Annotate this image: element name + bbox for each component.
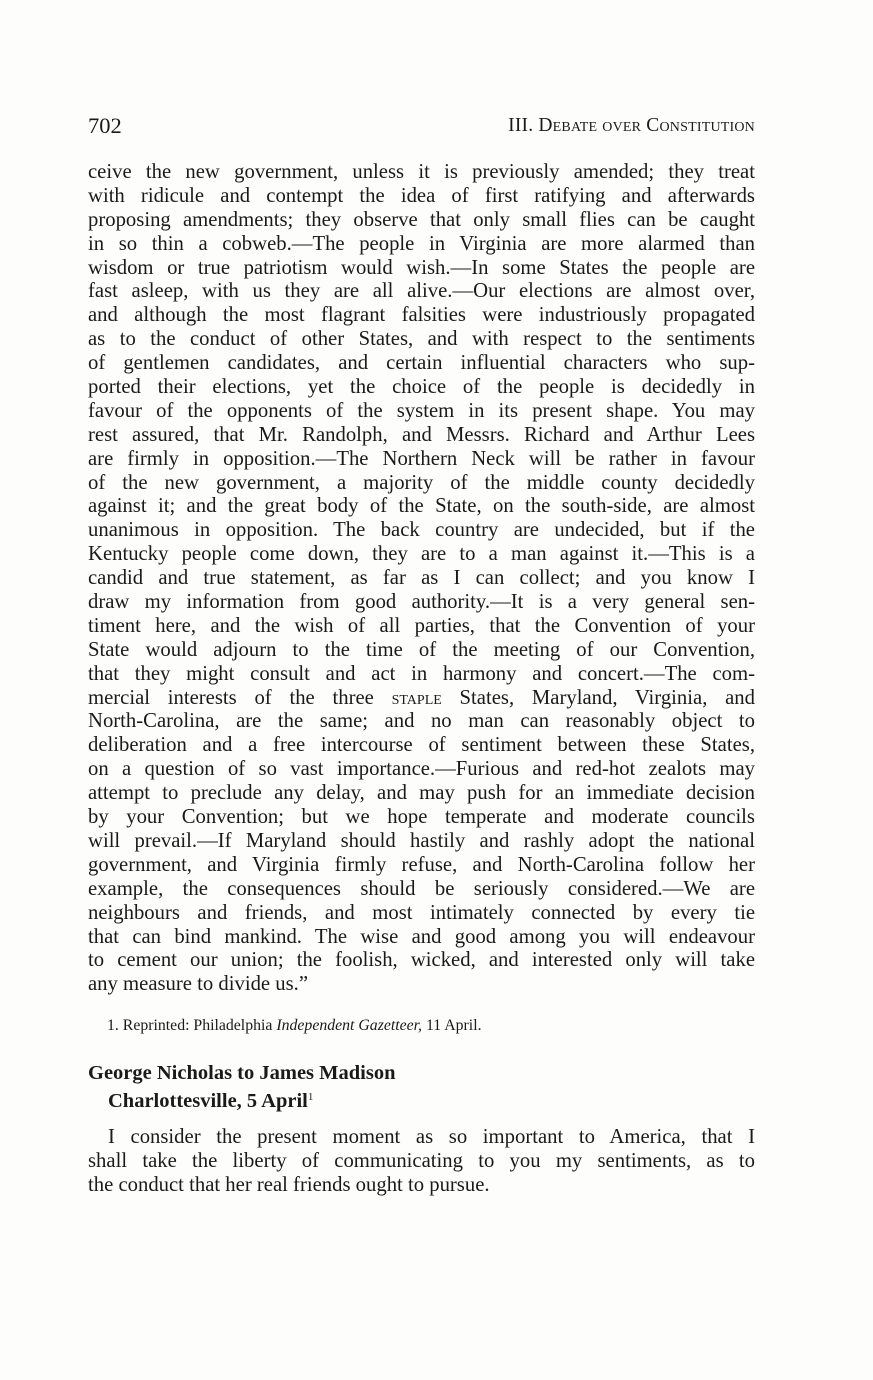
letter-text bbox=[88, 1125, 755, 1197]
body-line: attempt to preclude any delay, and may push for an immediate decision bbox=[88, 782, 755, 805]
body-line: State would adjourn to the time of the meeting of our Convention, bbox=[88, 638, 755, 661]
body-line: rest assured, that Mr. Randolph, and Messrs. Richard and Arthur Lees bbox=[88, 423, 755, 446]
body-line: that they might consult and act in harmony and concert.—The com- bbox=[88, 662, 755, 685]
footnote-mark: 1 bbox=[307, 1091, 314, 1103]
footnote-italic: Independent Gazetteer, bbox=[276, 1017, 422, 1034]
body-line: proposing amendments; they observe that only small flies can be caught bbox=[88, 208, 755, 231]
body-line: candid and true statement, as far as I can collect; and you know I bbox=[88, 567, 755, 590]
body-line: neighbours and friends, and most intimately connected by every tie bbox=[88, 901, 755, 924]
body-line: to cement our union; the foolish, wicked, and interested only will take bbox=[88, 949, 755, 972]
body-line: and although the most flagrant falsities were industriously propagated bbox=[88, 304, 755, 327]
body-line: deliberation and a free intercourse of sentiment between these States, bbox=[88, 734, 755, 757]
letter-title: George Nicholas to James Madison bbox=[88, 1062, 396, 1084]
footnote-prefix: 1. Reprinted: Philadelphia bbox=[107, 1017, 277, 1034]
letter-heading bbox=[88, 1061, 395, 1113]
body-line: North-Carolina, are the same; and no man can reasonably object to bbox=[88, 710, 755, 733]
body-line: in so thin a cobweb.—The people in Virginia are more alarmed than bbox=[88, 232, 755, 255]
body-line: any measure to divide us.” bbox=[88, 973, 309, 996]
body-line: ported their elections, yet the choice of the people is decidedly in bbox=[88, 376, 755, 399]
letter-place-date-text: Charlottesville, 5 April bbox=[108, 1090, 308, 1112]
footnote-suffix: 11 April. bbox=[422, 1017, 482, 1034]
footnote bbox=[107, 1017, 482, 1035]
letter-line: I consider the present moment as so important to America, that I bbox=[108, 1126, 755, 1148]
body-line: on a question of so vast importance.—Furious and red-hot zealots may bbox=[88, 758, 755, 781]
body-line: with ridicule and contempt the idea of first ratifying and afterwards bbox=[88, 184, 755, 207]
body-line: draw my information from good authority.—It is a very general sen- bbox=[88, 591, 755, 614]
body-line: government, and Virginia firmly refuse, and North-Carolina follow her bbox=[88, 853, 755, 876]
body-line: ceive the new government, unless it is previously amended; they treat bbox=[88, 161, 755, 183]
body-line-staple bbox=[88, 687, 755, 711]
body-line: timent here, and the wish of all parties, that the Convention of your bbox=[88, 614, 755, 637]
page-number: 702 bbox=[88, 113, 122, 138]
body-line: by your Convention; but we hope temperate and moderate councils bbox=[88, 806, 755, 829]
running-head bbox=[508, 115, 755, 137]
letter-place-date bbox=[88, 1085, 395, 1113]
staple-line-before: mercial interests of the three bbox=[88, 686, 392, 709]
body-line: unanimous in opposition. The back country are undecided, but if the bbox=[88, 519, 755, 542]
body-line: against it; and the great body of the State, on the south-side, are almost bbox=[88, 495, 755, 518]
body-line: will prevail.—If Maryland should hastily and rashly adopt the national bbox=[88, 829, 755, 852]
body-line: are firmly in opposition.—The Northern Neck will be rather in favour bbox=[88, 447, 755, 470]
letter-line: shall take the liberty of communicating to you my sentiments, as to bbox=[88, 1149, 755, 1172]
body-line: wisdom or true patriotism would wish.—In some States the people are bbox=[88, 256, 755, 279]
body-line: as to the conduct of other States, and with respect to the sentiments bbox=[88, 328, 755, 351]
body-line: fast asleep, with us they are all alive.—Our elections are almost over, bbox=[88, 280, 755, 303]
body-line: example, the consequences should be seriously considered.—We are bbox=[88, 877, 755, 900]
body-line: that can bind mankind. The wise and good among you will endeavour bbox=[88, 925, 755, 948]
body-line: Kentucky people come down, they are to a man against it.—This is a bbox=[88, 543, 755, 566]
body-line: of the new government, a majority of the middle county decidedly bbox=[88, 471, 755, 494]
body-line: favour of the opponents of the system in its present shape. You may bbox=[88, 399, 755, 422]
running-head-numeral: III. bbox=[508, 115, 534, 136]
staple-word: staple bbox=[391, 686, 442, 709]
body-line: of gentlemen candidates, and certain influential characters who sup- bbox=[88, 352, 755, 375]
page-header bbox=[88, 113, 755, 143]
running-head-title: Debate over Constitution bbox=[538, 115, 755, 136]
body-text bbox=[88, 161, 755, 997]
staple-line-after: States, Maryland, Virginia, and bbox=[441, 686, 755, 709]
letter-line: the conduct that her real friends ought to pursue. bbox=[88, 1173, 490, 1196]
